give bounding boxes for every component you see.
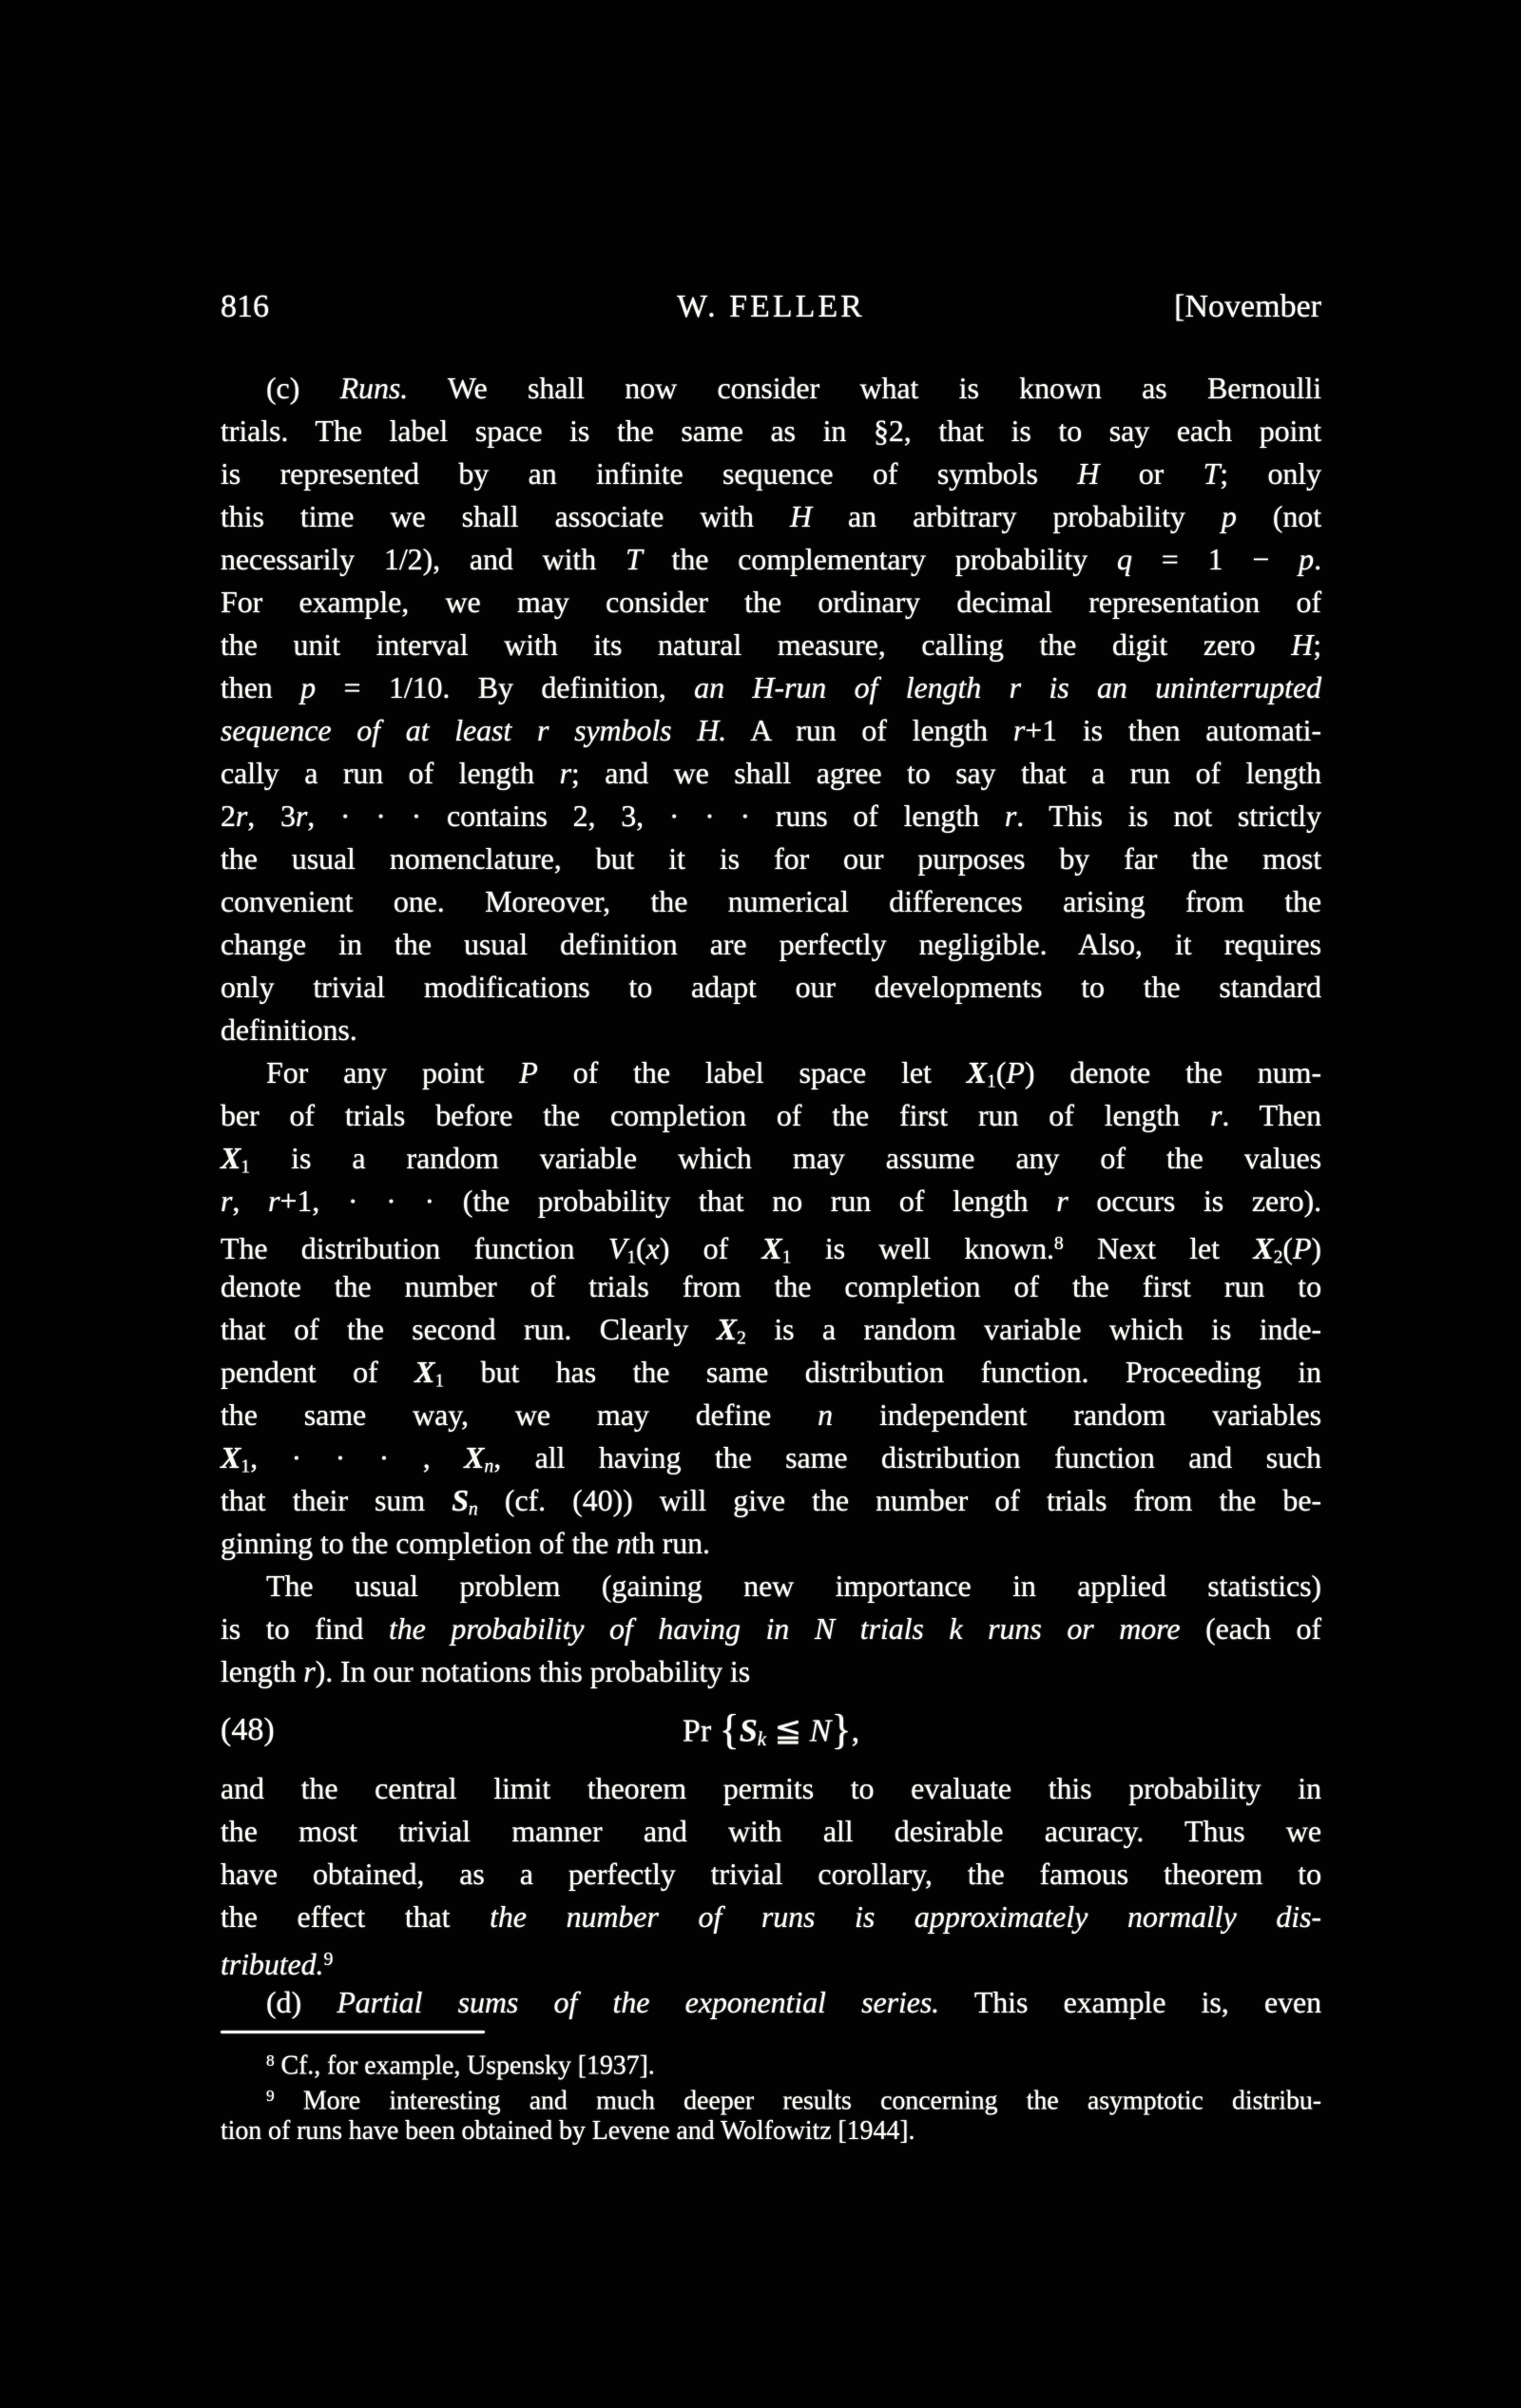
equation-content: Pr {Sk ≦ N},	[682, 1706, 860, 1753]
text-line: denote the number of trials from the completion of the first run to	[221, 1269, 1321, 1303]
page-number: 816	[221, 289, 269, 324]
equation-number: (48)	[221, 1712, 275, 1747]
text-line: X1 is a random variable which may assume any of the values	[221, 1141, 1321, 1178]
text-line: (d) Partial sums of the exponential series. This example is, even	[266, 1985, 1321, 2019]
text-line: tributed.$^9$	[221, 1946, 334, 1981]
text-line: r, r+1, · · · (the probability that no run of length r occurs is zero).	[221, 1184, 1321, 1218]
text-line: For any point P of the label space let X1(P) denote the num-	[266, 1055, 1321, 1092]
text-line: have obtained, as a perfectly trivial corollary, the famous theorem to	[221, 1857, 1321, 1891]
text-line: the effect that the number of runs is approximately normally dis-	[221, 1899, 1321, 1934]
text-line: only trivial modifications to adapt our developments to the standard	[221, 970, 1321, 1004]
text-line: (c) Runs. We shall now consider what is known as Bernoulli	[266, 371, 1321, 405]
text-line: The distribution function V1(x) of X1 is well known.$^8$ Next let X2(P)	[221, 1230, 1321, 1268]
text-line: 2r, 3r, · · · contains 2, 3, · · · runs of length r. This is not strictly	[221, 799, 1321, 833]
body-text-block-1	[221, 367, 1321, 1693]
text-line: convenient one. Moreover, the numerical differences arising from the	[221, 884, 1321, 918]
text-line: length r). In our notations this probability is	[221, 1654, 751, 1688]
text-line: change in the usual definition are perfectly negligible. Also, it requires	[221, 927, 1321, 961]
text-line: that their sum Sn (cf. (40)) will give the number of trials from the be-	[221, 1483, 1321, 1520]
text-line: trials. The label space is the same as in §2, that is to say each point	[221, 414, 1321, 448]
text-line: The usual problem (gaining new importance in applied statistics)	[266, 1569, 1321, 1603]
text-line: pendent of X1 but has the same distribution function. Proceeding in	[221, 1355, 1321, 1392]
running-head-author: W. FELLER	[677, 289, 865, 324]
text-line: necessarily 1/2), and with T the complementary probability q = 1 − p.	[221, 542, 1321, 576]
body-text-block-2	[221, 1767, 1321, 2024]
text-line: ginning to the completion of the nth run.	[221, 1526, 710, 1560]
running-head	[221, 285, 1321, 328]
text-line: is to find the probability of having in N trials k runs or more (each of	[221, 1611, 1321, 1646]
text-line: definitions.	[221, 1012, 357, 1047]
text-line: the unit interval with its natural measure, calling the digit zero H;	[221, 627, 1321, 662]
text-line: $^8$ Cf., for example, Uspensky [1937].	[266, 2051, 655, 2081]
text-line: is represented by an infinite sequence of symbols H or T; only	[221, 456, 1321, 491]
text-line: and the central limit theorem permits to evaluate this probability in	[221, 1771, 1321, 1805]
text-line: ber of trials before the completion of the first run of length r. Then	[221, 1098, 1321, 1132]
footnotes-block	[221, 2043, 1321, 2148]
text-line: the same way, we may define n independent random variables	[221, 1397, 1321, 1432]
text-line: the most trivial manner and with all desirable acuracy. Thus we	[221, 1814, 1321, 1848]
text-line: sequence of at least r symbols H. A run of length r+1 is then automati-	[221, 713, 1321, 747]
footnote-rule	[221, 2031, 485, 2033]
text-line: X1, · · · , Xn, all having the same distribution function and such	[221, 1440, 1321, 1477]
equation-row	[221, 1693, 1321, 1767]
text-line: cally a run of length r; and we shall agree to say that a run of length	[221, 756, 1321, 790]
text-line: then p = 1/10. By definition, an H-run of length r is an uninterrupted	[221, 670, 1321, 704]
text-line: $^9$ More interesting and much deeper results concerning the asymptotic distribu-	[266, 2086, 1321, 2116]
text-line: this time we shall associate with H an arbitrary probability p (not	[221, 499, 1321, 533]
text-line: tion of runs have been obtained by Levene and Wolfowitz [1944].	[221, 2116, 915, 2146]
text-line: the usual nomenclature, but it is for our purposes by far the most	[221, 841, 1321, 876]
running-head-issue: [November	[1174, 289, 1321, 324]
text-line: that of the second run. Clearly X2 is a random variable which is inde-	[221, 1312, 1321, 1349]
text-line: For example, we may consider the ordinary decimal representation of	[221, 585, 1321, 619]
